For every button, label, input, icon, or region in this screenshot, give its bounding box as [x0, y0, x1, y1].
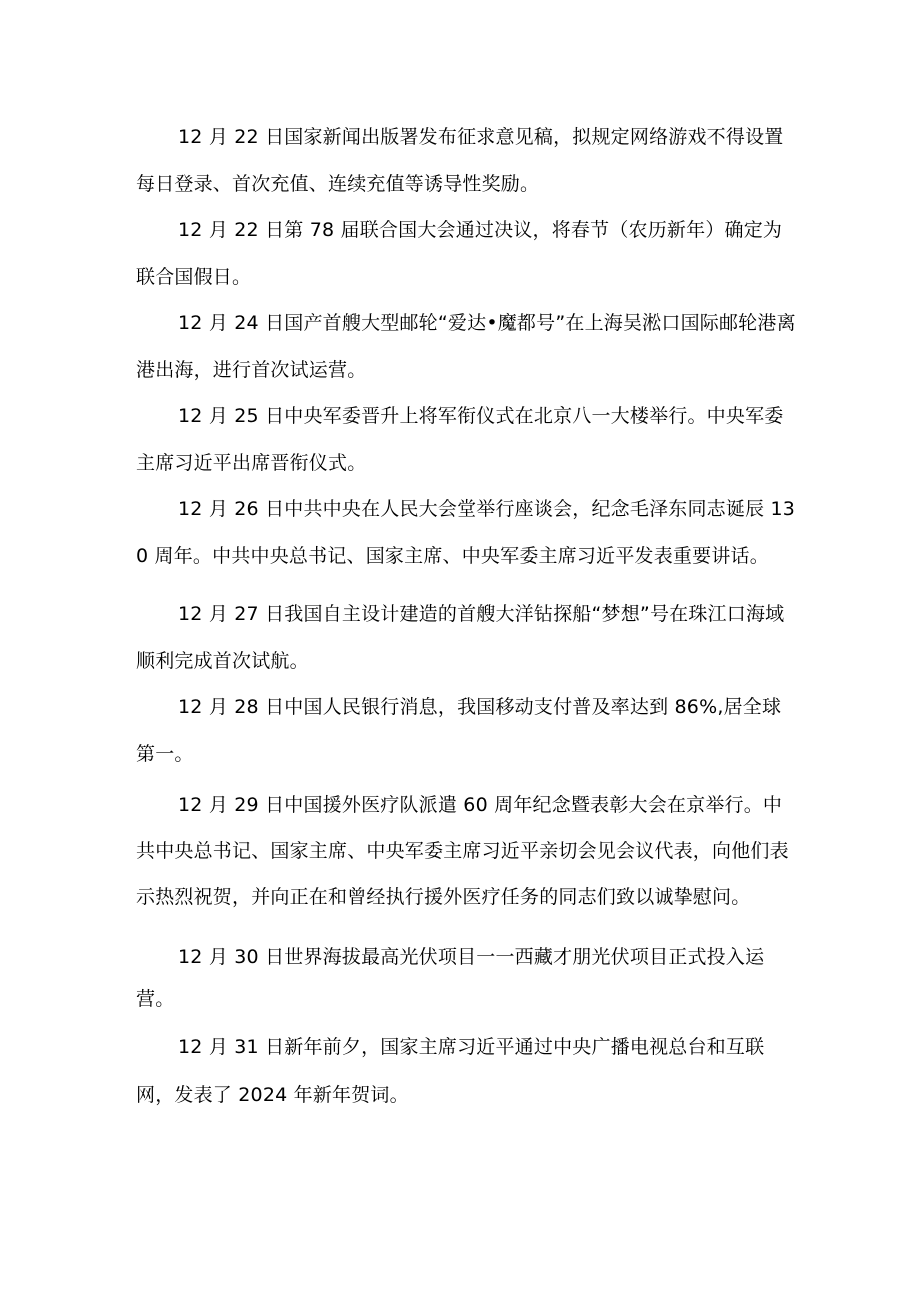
paragraph-dec-26-symposium: 12 月 26 日中共中央在人民大会堂举行座谈会，纪念毛泽东同志诞辰 130 周年。中共中央总书记、国家主席、中央军委主席习近平发表重要讲话。 [136, 498, 796, 567]
paragraph-dec-31-new-year-speech: 12 月 31 日新年前夕，国家主席习近平通过中央广播电视总台和互联网，发表了 2024 年新年贺词。 [136, 1036, 765, 1106]
paragraph-dec-25-military-rank: 12 月 25 日中央军委晋升上将军衔仪式在北京八一大楼举行。中央军委主席习近平出席晋衔仪式。 [136, 405, 784, 474]
paragraph-dec-30-solar-project: 12 月 30 日世界海拔最高光伏项目一一西藏才朋光伏项目正式投入运营。 [136, 946, 765, 1010]
paragraph-dec-24-cruise-ship: 12 月 24 日国产首艘大型邮轮“爱达•魔都号”在上海吴淞口国际邮轮港离港出海，进行首次试运营。 [136, 312, 796, 381]
paragraph-dec-28-mobile-payment: 12 月 28 日中国人民银行消息，我国移动支付普及率达到 86%,居全球第一。 [136, 696, 782, 765]
paragraph-dec-27-drilling-ship: 12 月 27 日我国自主设计建造的首艘大洋钻探船“梦想”号在珠江口海域顺利完成首次试航。 [136, 603, 785, 672]
paragraph-dec-22-game-rules: 12 月 22 日国家新闻出版署发布征求意见稿，拟规定网络游戏不得设置每日登录、首次充值、连续充值等诱导性奖励。 [136, 126, 784, 195]
paragraph-dec-29-medical-team: 12 月 29 日中国援外医疗队派遣 60 周年纪念暨表彰大会在京举行。中共中央总书记、国家主席、中央军委主席习近平亲切会见会议代表，向他们表示热烈祝贺，并向正在和曾经执行援外医疗任务的同志们致以诚挚慰问。 [136, 794, 789, 908]
paragraph-dec-22-un-holiday: 12 月 22 日第 78 届联合国大会通过决议，将春节（农历新年）确定为联合国假日。 [136, 219, 783, 288]
